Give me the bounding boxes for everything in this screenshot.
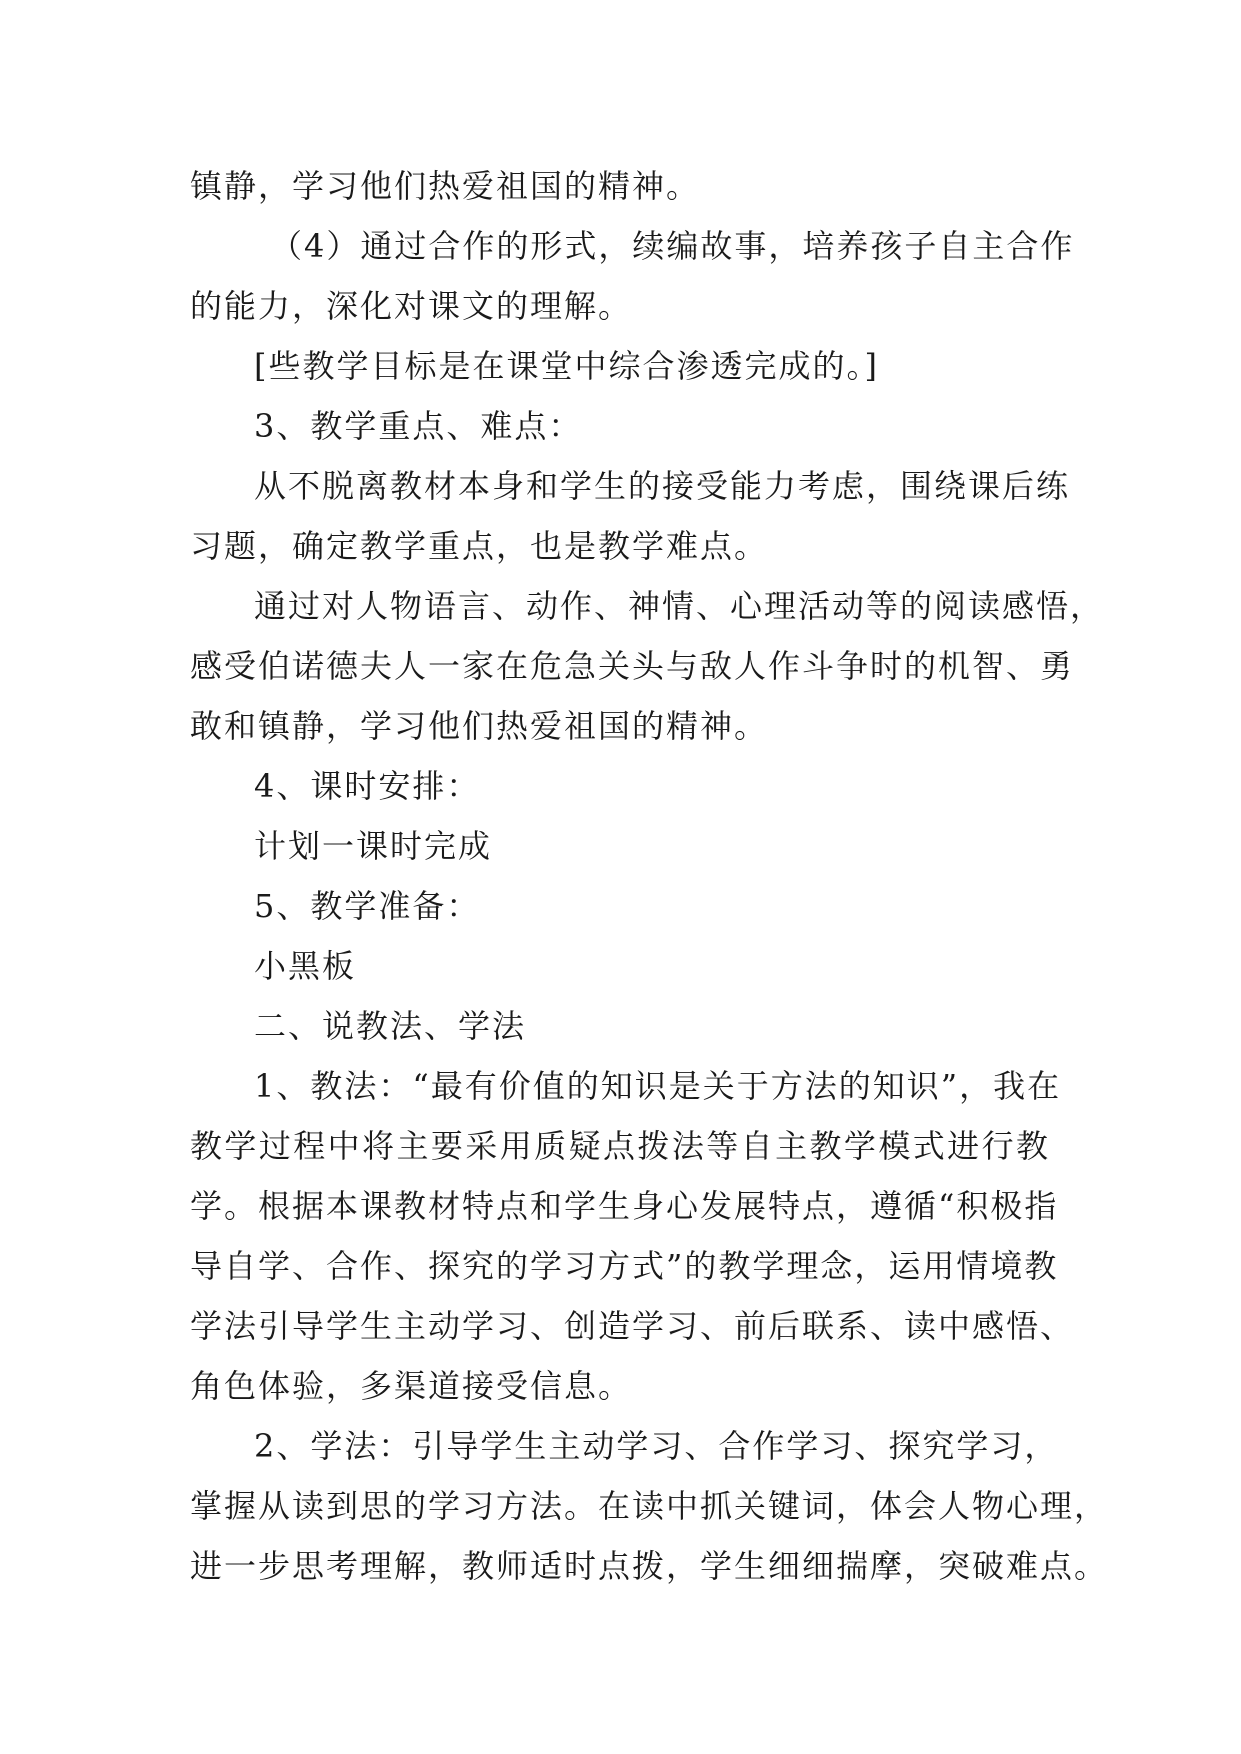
- text-line-23: 掌握从读到思的学习方法。在读中抓关键词，体会人物心理，: [190, 1487, 1109, 1525]
- text-line-17: 教学过程中将主要采用质疑点拨法等自主教学模式进行教: [190, 1127, 1050, 1165]
- text-line-10: 敢和镇静，学习他们热爱祖国的精神。: [190, 707, 769, 745]
- text-line-8: 通过对人物语言、动作、神情、心理活动等的阅读感悟，: [254, 587, 1105, 625]
- text-line-18: 学。根据本课教材特点和学生身心发展特点，遵循“积极指: [190, 1187, 1059, 1225]
- text-line-7: 习题，确定教学重点，也是教学难点。: [190, 527, 769, 565]
- text-line-21: 角色体验，多渠道接受信息。: [190, 1367, 633, 1405]
- text-line-14: 小黑板: [254, 947, 357, 985]
- text-line-19: 导自学、合作、探究的学习方式”的教学理念，运用情境教: [190, 1247, 1059, 1285]
- text-line-1: 镇静，学习他们热爱祖国的精神。: [190, 167, 701, 205]
- text-line-6: 从不脱离教材本身和学生的接受能力考虑，围绕课后练: [254, 467, 1071, 505]
- text-line-16: 1、教法：“最有价值的知识是关于方法的知识”，我在: [254, 1067, 1062, 1105]
- text-line-24: 进一步思考理解，教师适时点拨，学生细细揣摩，突破难点。: [190, 1547, 1109, 1585]
- section-heading-3: 3、教学重点、难点：: [254, 407, 583, 445]
- text-line-22: 2、学法：引导学生主动学习、合作学习、探究学习，: [254, 1427, 1059, 1465]
- section-heading-4: 4、课时安排：: [254, 767, 481, 805]
- text-line-20: 学法引导学生主动学习、创造学习、前后联系、读中感悟、: [190, 1307, 1075, 1345]
- text-line-3: 的能力，深化对课文的理解。: [190, 287, 633, 325]
- text-line-9: 感受伯诺德夫人一家在危急关头与敌人作斗争时的机智、勇: [190, 647, 1075, 685]
- text-line-4: [些教学目标是在课堂中综合渗透完成的。]: [254, 347, 879, 385]
- section-heading-two: 二、说教法、学法: [254, 1007, 527, 1045]
- text-line-2: （4）通过合作的形式，续编故事，培养孩子自主合作: [270, 227, 1075, 265]
- text-line-12: 计划一课时完成: [254, 827, 493, 865]
- section-heading-5: 5、教学准备：: [254, 887, 481, 925]
